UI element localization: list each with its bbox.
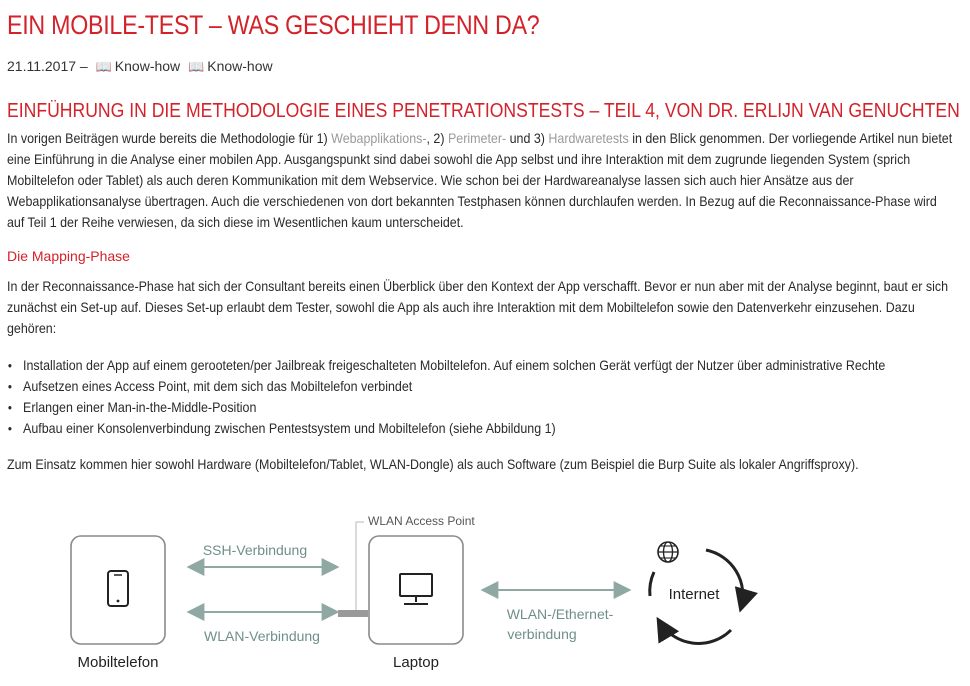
ethernet-label-2: verbindung [507, 626, 577, 642]
globe-icon [658, 542, 678, 562]
network-diagram [0, 500, 970, 686]
laptop-box [369, 536, 463, 644]
post-date: 21.11.2017 – [7, 58, 88, 74]
intro-paragraph [7, 128, 957, 233]
category-link[interactable]: Know-how [207, 58, 273, 74]
book-icon: 📖 [95, 59, 112, 74]
page-title: EIN MOBILE-TEST – WAS GESCHIEHT DENN DA? [7, 10, 540, 40]
post-meta [7, 58, 273, 75]
mapping-paragraph [7, 276, 957, 339]
list-item: • Aufsetzen eines Access Point, mit dem sich das Mobiltelefon verbindet [7, 376, 958, 397]
wlan-label: WLAN-Verbindung [204, 628, 320, 644]
intro-text: , 2) [426, 130, 448, 146]
list-item: • Aufbau einer Konsolenverbindung zwischen Pentestsystem und Mobiltelefon (siehe Abbildung 1) [7, 418, 958, 439]
phone-box [71, 536, 165, 644]
intro-text: In vorigen Beiträgen wurde bereits die Methodologie für 1) [7, 130, 332, 146]
ssh-label: SSH-Verbindung [202, 542, 308, 558]
internet-label: Internet [668, 586, 720, 603]
phone-label: Mobiltelefon [77, 654, 159, 671]
wlan-dongle [338, 610, 368, 617]
closing-text: Zum Einsatz kommen hier sowohl Hardware (Mobiltelefon/Tablet, WLAN-Dongle) als auch Software (zum Beispiel die Burp Suite als lokaler Angriffsproxy). [7, 456, 859, 472]
intro-text: und 3) [506, 130, 549, 146]
webapp-link[interactable]: Webapplikations- [331, 130, 427, 146]
cycle-arrow-left [650, 572, 654, 596]
cycle-arrow-bottom [659, 621, 731, 643]
access-point-label: WLAN Access Point [368, 514, 475, 529]
mapping-text: In der Reconnaissance-Phase hat sich der Consultant bereits einen Überblick über den Kontext der App verschafft. Bevor er nun aber mit der Analyse beginnt, baut er sich zunächst ein Set-up auf. Dieses Set-up erlaubt dem Tester, sowohl die App als auch ihre Interaktion mit dem Mobiltelefon sowie den Datenverkehr einzusehen. Dazu gehören: [7, 278, 949, 336]
laptop-label: Laptop [393, 654, 439, 671]
closing-paragraph [7, 454, 957, 475]
hardware-link[interactable]: Hardwaretests [548, 130, 629, 146]
category-link[interactable]: Know-how [114, 58, 181, 74]
intro-text: in den Blick genommen. Der vorliegende Artikel nun bietet eine Einführung in die Analyse einer mobilen App. Ausgangspunkt sind dabei sowohl die App selbst und ihre Interaktion mit dem zugrunde liegenden System (sprich Mobiltelefon oder Tablet) als auch deren Kommunikation mit dem Webservice. Wie schon bei der Hardwareanalyse lassen sich auch hier Ansätze aus der Webapplikationsanalyse übertragen. Auch die verschiedenen von dort bekannten Testphasen können durchlaufen werden. In Bezug auf die Reconnaissance-Phase wird auf Teil 1 der Reihe verwiesen, da sich diese im Wesentlichen kaum unterscheidet. [7, 130, 953, 230]
smartphone-icon [108, 571, 128, 606]
ethernet-label-1: WLAN-/Ethernet- [506, 606, 614, 622]
setup-list [7, 355, 958, 439]
list-item: • Installation der App auf einem gerooteten/per Jailbreak freigeschalteten Mobiltelefon. Auf einem solchen Gerät verfügt der Nutzer über administrative Rechte [7, 355, 958, 376]
book-icon: 📖 [188, 59, 205, 74]
list-item: • Erlangen einer Man-in-the-Middle-Position [7, 397, 958, 418]
laptop-icon [400, 574, 432, 604]
section-heading: Die Mapping-Phase [7, 248, 130, 264]
article-subtitle: EINFÜHRUNG IN DIE METHODOLOGIE EINES PENETRATIONSTESTS – TEIL 4, VON DR. ERLIJN VAN GENUCHTEN [7, 100, 960, 122]
perimeter-link[interactable]: Perimeter- [447, 130, 507, 146]
